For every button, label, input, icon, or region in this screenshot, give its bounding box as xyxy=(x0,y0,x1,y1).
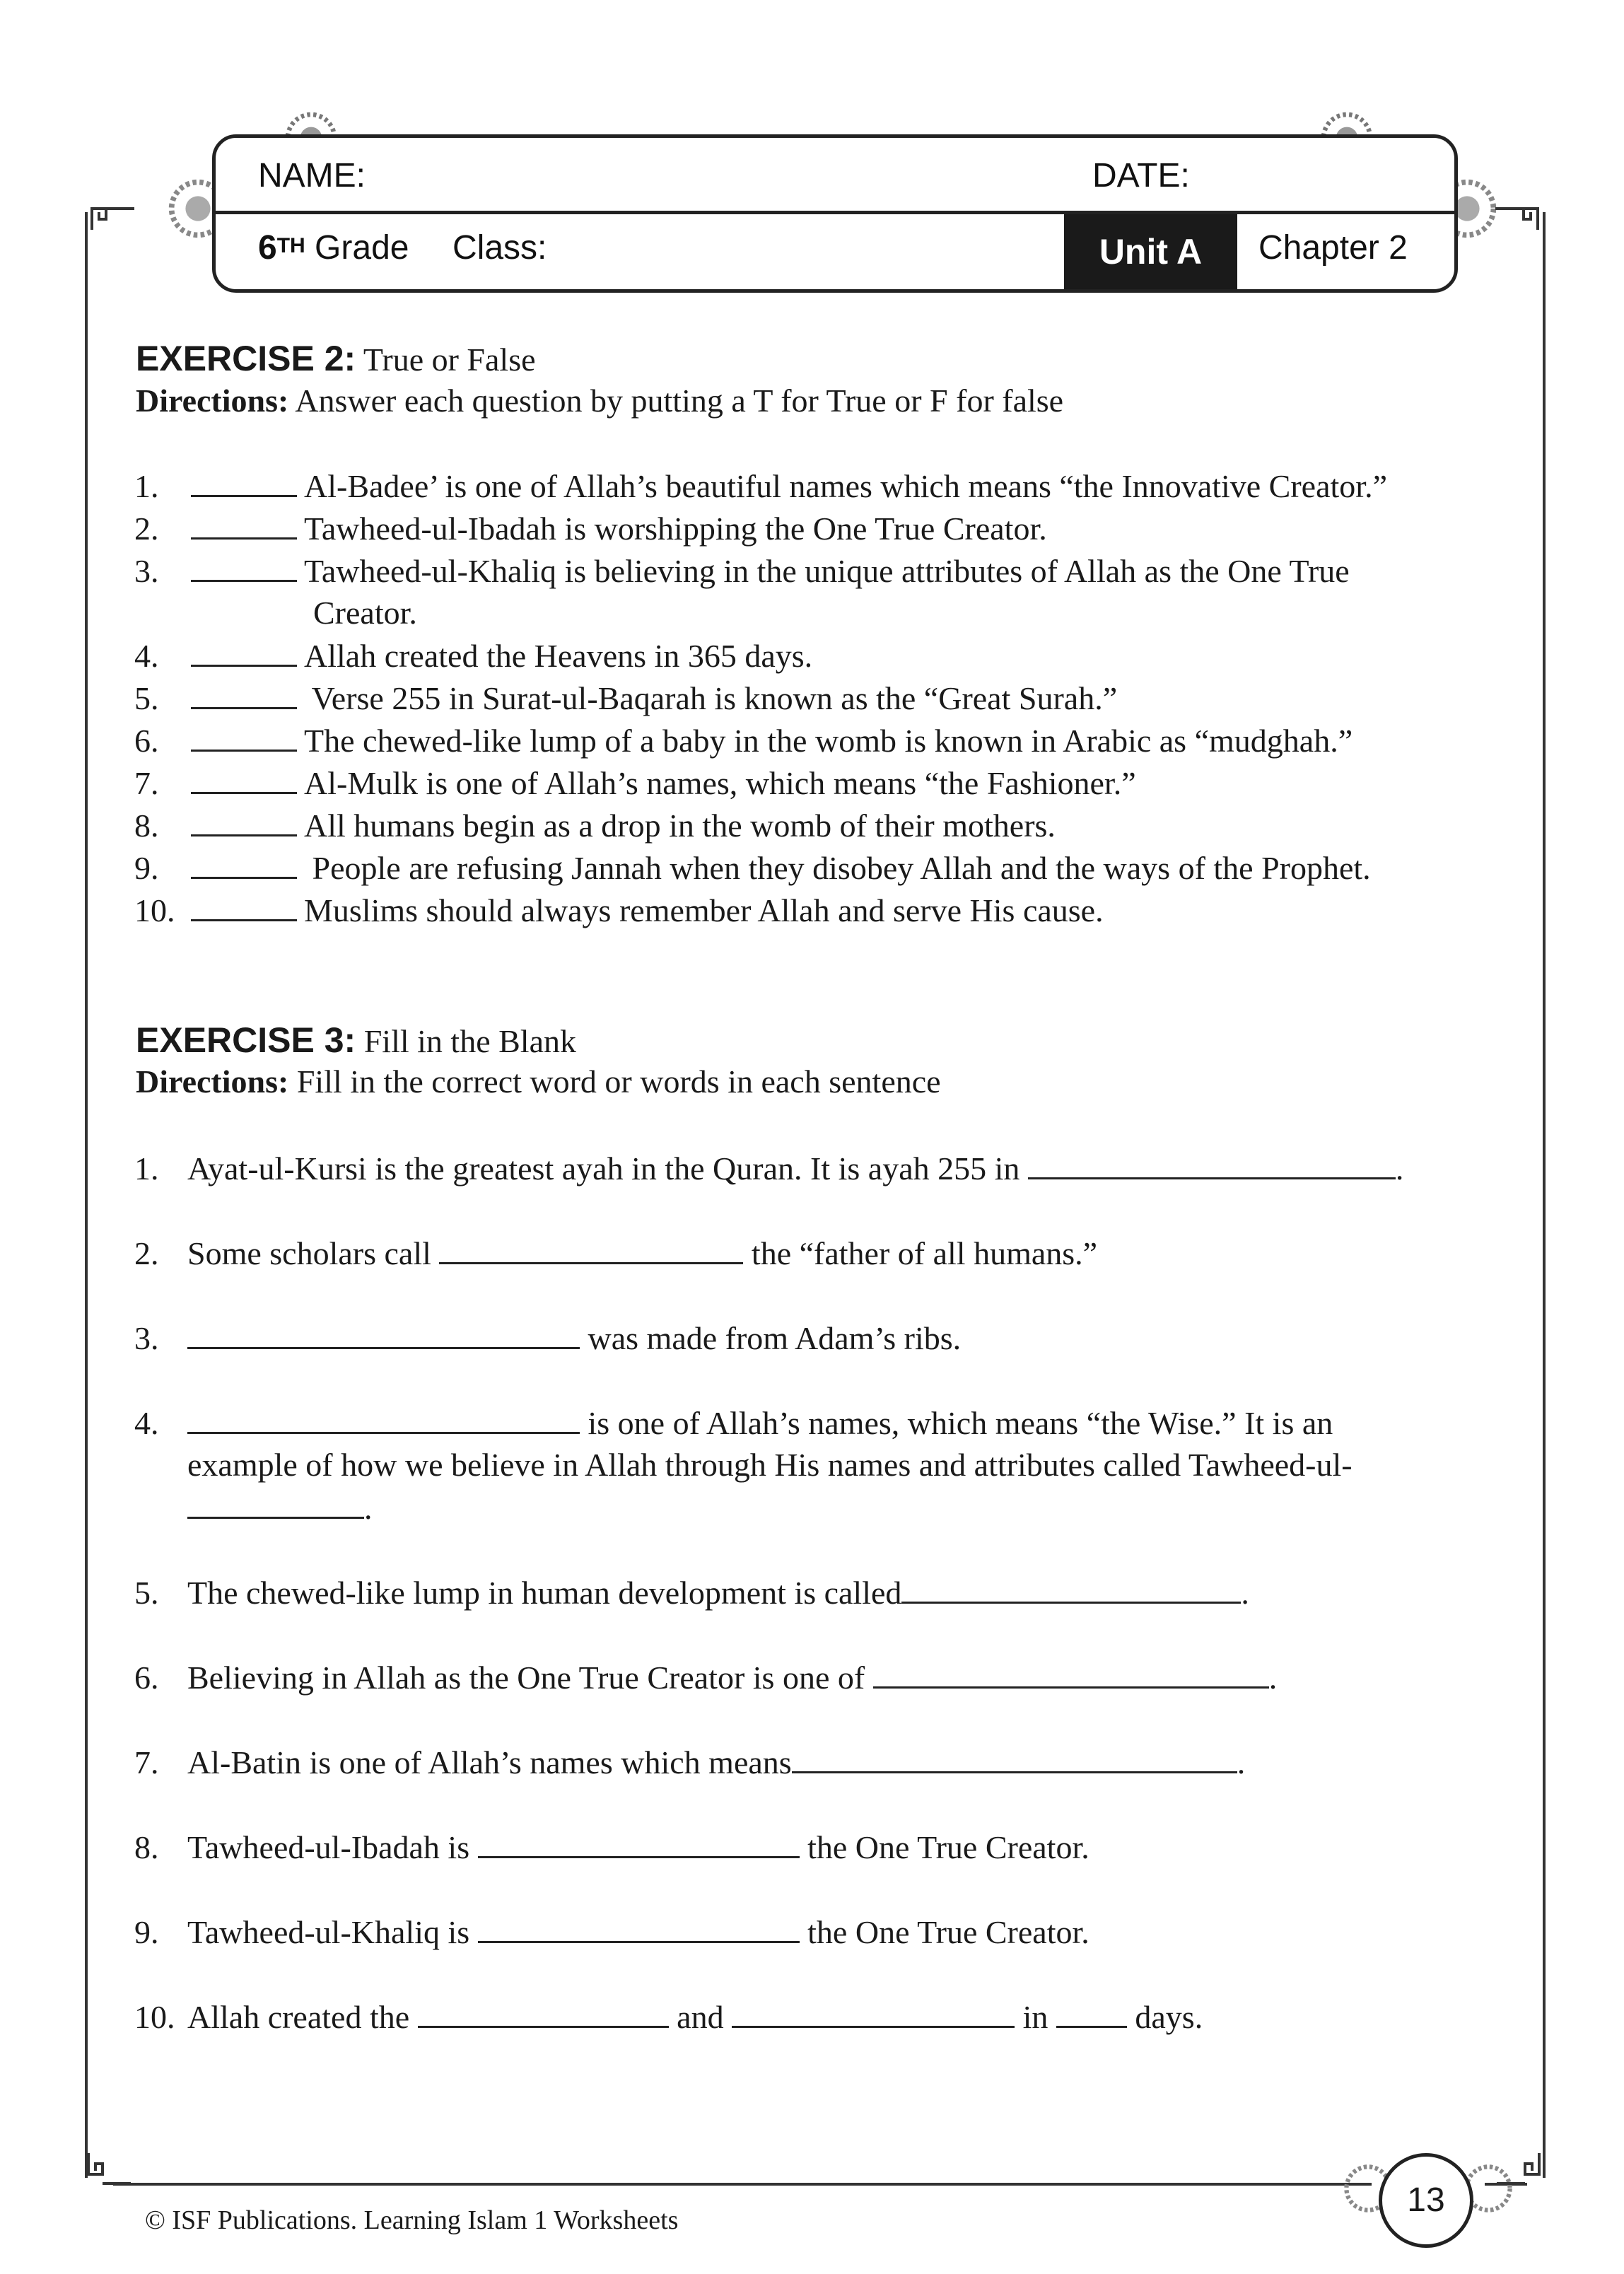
list-item xyxy=(134,1404,1333,1442)
list-item xyxy=(134,1573,1249,1611)
answer-blank[interactable] xyxy=(792,1743,1237,1773)
item-number: 9. xyxy=(134,850,159,886)
sentence-text: is one of Allah’s names, which means “the Wise.” It is an xyxy=(588,1405,1333,1441)
frame-left-border xyxy=(85,212,88,2178)
corner-hook-icon xyxy=(1493,2150,1543,2192)
exercise-3-title xyxy=(136,1020,576,1061)
exercise-3-subtitle: Fill in the Blank xyxy=(363,1023,576,1059)
copyright-footer: © ISF Publications. Learning Islam 1 Worksheets xyxy=(145,2205,679,2235)
chapter-label: Chapter 2 xyxy=(1258,229,1408,267)
page-number: 13 xyxy=(1379,2153,1473,2248)
answer-blank[interactable] xyxy=(478,1913,800,1943)
list-item xyxy=(134,1913,1090,1951)
answer-blank[interactable] xyxy=(191,636,297,667)
exercise-3-label: EXERCISE 3: xyxy=(136,1020,356,1060)
exercise-2-label: EXERCISE 2: xyxy=(136,339,356,378)
sentence-text: Allah created the xyxy=(187,1999,410,2035)
sentence-text: Ayat-ul-Kursi is the greatest ayah in the Quran. It is ayah 255 in xyxy=(187,1150,1020,1186)
statement-text: All humans begin as a drop in the womb of their mothers. xyxy=(304,807,1056,844)
item-number: 10. xyxy=(134,892,175,928)
sentence-text: . xyxy=(1237,1744,1246,1780)
item-number: 3. xyxy=(134,553,159,589)
header-row-grade-class xyxy=(216,214,1454,289)
list-item xyxy=(134,1658,1277,1696)
answer-blank[interactable] xyxy=(191,806,297,836)
class-label: Class: xyxy=(452,229,547,267)
sentence-text: and xyxy=(677,1999,724,2035)
answer-blank[interactable] xyxy=(191,764,297,794)
sentence-text: Some scholars call xyxy=(187,1235,431,1271)
list-item xyxy=(134,1149,1403,1187)
statement-text: Al-Mulk is one of Allah’s names, which means “the Fashioner.” xyxy=(304,765,1136,801)
exercise-2-title xyxy=(136,338,536,379)
item-number: 1. xyxy=(134,468,159,504)
corner-hook-icon xyxy=(88,191,138,233)
list-item xyxy=(134,467,1387,505)
sentence-text: . xyxy=(1241,1575,1249,1611)
answer-blank[interactable] xyxy=(187,1404,580,1434)
statement-text: People are refusing Jannah when they disobey Allah and the ways of the Prophet. xyxy=(312,850,1371,886)
statement-text: Allah created the Heavens in 365 days. xyxy=(304,638,813,674)
sentence-text: the One True Creator. xyxy=(807,1829,1090,1865)
answer-blank[interactable] xyxy=(901,1573,1241,1604)
sentence-text: the One True Creator. xyxy=(807,1914,1090,1950)
directions-label: Directions: xyxy=(136,1063,289,1100)
name-label: NAME: xyxy=(258,157,366,194)
item-number: 7. xyxy=(134,765,159,801)
sentence-text: was made from Adam’s ribs. xyxy=(588,1320,962,1356)
answer-blank[interactable] xyxy=(187,1488,364,1519)
sentence-text: days. xyxy=(1135,1999,1203,2035)
answer-blank[interactable] xyxy=(439,1234,743,1264)
statement-text: Muslims should always remember Allah and serve His cause. xyxy=(304,892,1104,928)
corner-hook-icon xyxy=(1492,191,1541,233)
list-item xyxy=(134,552,1350,590)
list-item-continuation: Creator. xyxy=(313,595,417,631)
item-number: 8. xyxy=(134,807,159,844)
answer-blank[interactable] xyxy=(191,509,297,540)
list-item xyxy=(134,1319,961,1357)
sentence-text: . xyxy=(364,1490,373,1526)
grade-word: Grade xyxy=(315,229,409,267)
statement-text: Tawheed-ul-Khaliq is believing in the unique attributes of Allah as the One True xyxy=(304,553,1350,589)
statement-text: Tawheed-ul-Ibadah is worshipping the One True Creator. xyxy=(304,511,1047,547)
item-number: 8. xyxy=(134,1829,159,1865)
answer-blank[interactable] xyxy=(191,891,297,921)
frame-right-border xyxy=(1543,212,1546,2178)
date-label: DATE: xyxy=(1092,157,1190,194)
list-item xyxy=(134,509,1047,547)
answer-blank[interactable] xyxy=(418,1998,669,2028)
answer-blank[interactable] xyxy=(1056,1998,1127,2028)
list-item xyxy=(134,764,1136,802)
list-item xyxy=(134,806,1056,844)
list-item-continuation: example of how we believe in Allah through His names and attributes called Tawheed-ul- xyxy=(187,1447,1353,1483)
directions-text: Fill in the correct word or words in each sentence xyxy=(296,1063,941,1100)
item-number: 2. xyxy=(134,511,159,547)
answer-blank[interactable] xyxy=(187,1319,580,1349)
sentence-text: Tawheed-ul-Ibadah is xyxy=(187,1829,470,1865)
sentence-text: The chewed-like lump in human development is called xyxy=(187,1575,902,1611)
directions-text: Answer each question by putting a T for True or F for false xyxy=(295,383,1064,419)
list-item-continuation xyxy=(187,1488,373,1527)
item-number: 5. xyxy=(134,1575,159,1611)
list-item xyxy=(134,1234,1097,1272)
answer-blank[interactable] xyxy=(873,1658,1269,1689)
list-item xyxy=(134,1828,1090,1866)
list-item xyxy=(134,891,1104,929)
answer-blank[interactable] xyxy=(191,679,297,709)
list-item xyxy=(134,721,1353,759)
exercise-2-subtitle: True or False xyxy=(363,342,536,378)
statement-text: Verse 255 in Surat-ul-Baqarah is known as the “Great Surah.” xyxy=(311,680,1118,716)
answer-blank[interactable] xyxy=(191,849,297,879)
sentence-text: Tawheed-ul-Khaliq is xyxy=(187,1914,470,1950)
unit-badge: Unit A xyxy=(1064,214,1237,289)
item-number: 4. xyxy=(134,638,159,674)
frame-bottom-border xyxy=(113,2183,1372,2186)
item-number: 1. xyxy=(134,1150,159,1186)
list-item xyxy=(134,679,1117,717)
header-row-name-date xyxy=(216,138,1454,214)
item-number: 10. xyxy=(134,1999,175,2035)
answer-blank[interactable] xyxy=(191,552,297,582)
item-number: 6. xyxy=(134,1660,159,1696)
exercise-2-directions xyxy=(136,382,1063,419)
grade-label xyxy=(258,228,409,267)
item-number: 3. xyxy=(134,1320,159,1356)
list-item xyxy=(134,1743,1245,1781)
statement-text: Al-Badee’ is one of Allah’s beautiful names which means “the Innovative Creator.” xyxy=(304,468,1387,504)
corner-hook-icon xyxy=(85,2150,134,2192)
item-number: 9. xyxy=(134,1914,159,1950)
answer-blank[interactable] xyxy=(191,467,297,497)
sentence-text: . xyxy=(1268,1660,1278,1696)
exercise-3-directions xyxy=(136,1063,941,1100)
item-number: 2. xyxy=(134,1235,159,1271)
answer-blank[interactable] xyxy=(191,721,297,752)
grade-suffix: TH xyxy=(276,234,305,257)
item-number: 5. xyxy=(134,680,159,716)
sentence-text: Al-Batin is one of Allah’s names which means xyxy=(187,1744,792,1780)
item-number: 4. xyxy=(134,1405,159,1441)
directions-label: Directions: xyxy=(136,383,289,419)
list-item xyxy=(134,636,812,675)
sentence-text: the “father of all humans.” xyxy=(751,1235,1098,1271)
item-number: 6. xyxy=(134,723,159,759)
answer-blank[interactable] xyxy=(1028,1149,1396,1179)
list-item xyxy=(134,849,1371,887)
sentence-text: . xyxy=(1395,1150,1404,1186)
list-item xyxy=(134,1998,1203,2036)
statement-text: The chewed-like lump of a baby in the womb is known in Arabic as “mudghah.” xyxy=(304,723,1353,759)
answer-blank[interactable] xyxy=(732,1998,1015,2028)
sentence-text: Believing in Allah as the One True Creator is one of xyxy=(187,1660,865,1696)
item-number: 7. xyxy=(134,1744,159,1780)
sentence-text: in xyxy=(1022,1999,1048,2035)
answer-blank[interactable] xyxy=(478,1828,800,1858)
grade-number: 6 xyxy=(258,229,277,267)
worksheet-header xyxy=(212,134,1458,293)
